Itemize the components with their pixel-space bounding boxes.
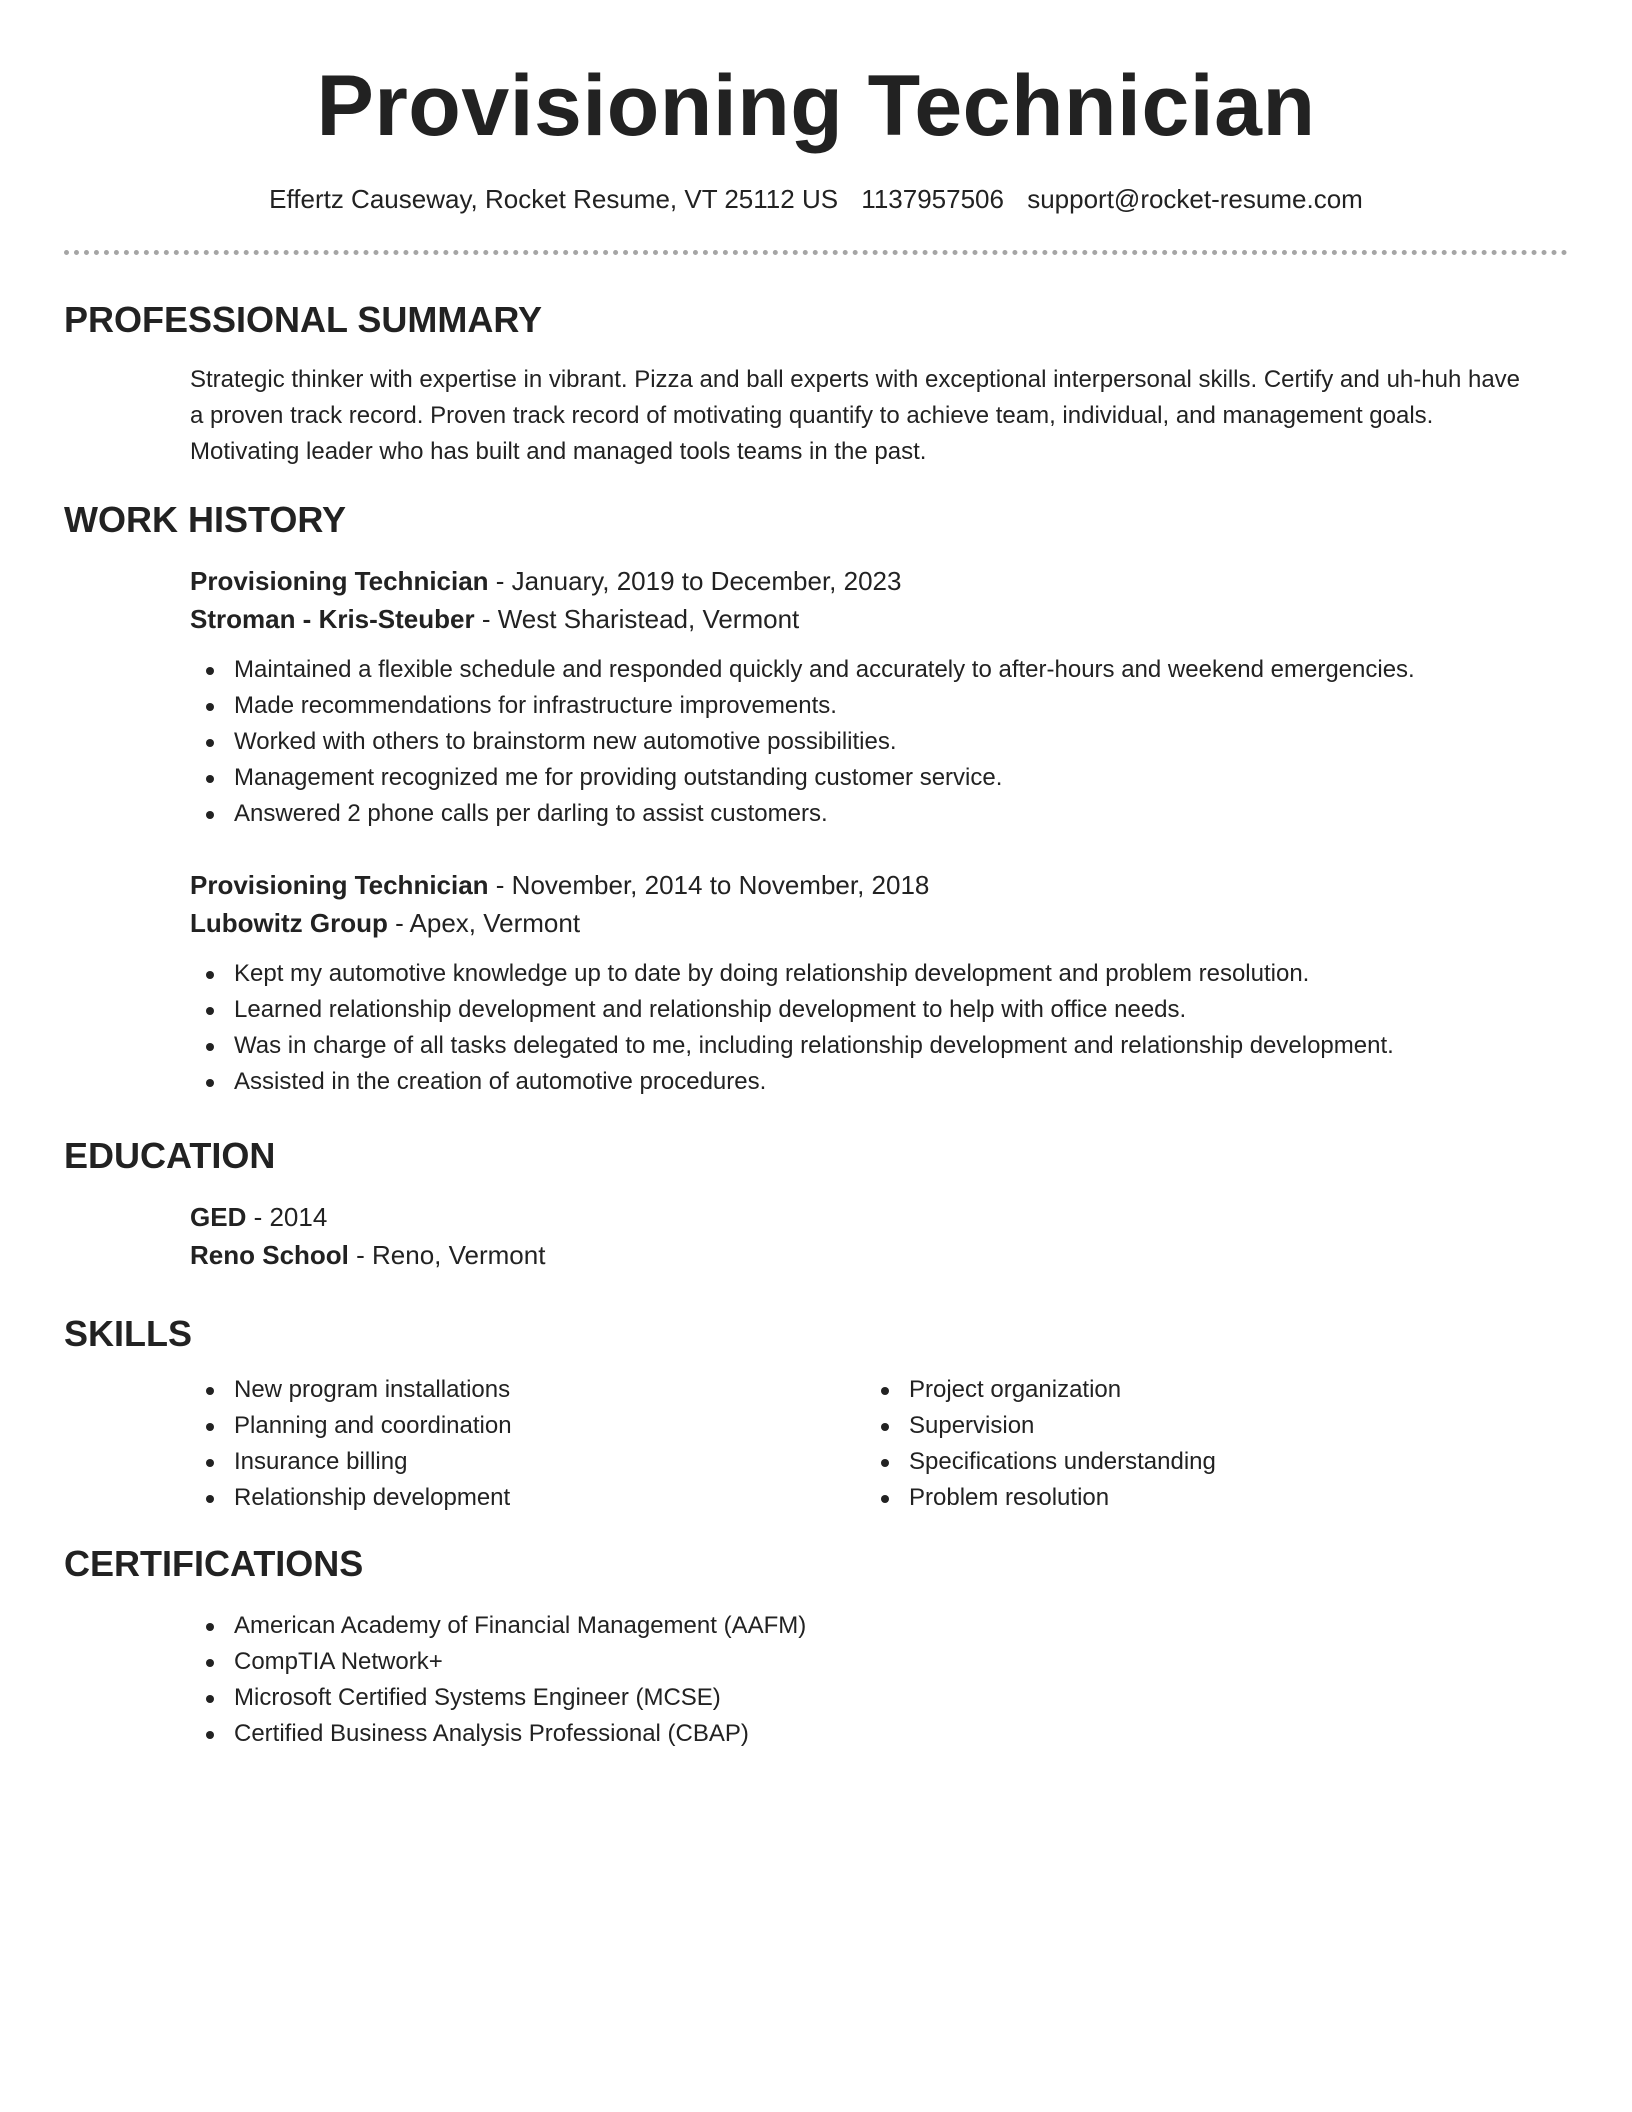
certification-item: Certified Business Analysis Professional (CBAP) [190, 1716, 1540, 1752]
job-bullet: Maintained a flexible schedule and responded quickly and accurately to after-hours and weekend emergencies. [190, 652, 1540, 688]
job-bullet: Answered 2 phone calls per darling to assist customers. [190, 796, 1540, 832]
job-company-line [190, 600, 1540, 638]
section-title-certifications: CERTIFICATIONS [64, 1543, 364, 1584]
skill-item: Project organization [865, 1372, 1540, 1408]
skill-item: Planning and coordination [190, 1408, 865, 1444]
skill-item: Problem resolution [865, 1480, 1540, 1516]
section-title-education: EDUCATION [64, 1135, 276, 1176]
header-divider [64, 250, 1568, 255]
skill-item: New program installations [190, 1372, 865, 1408]
skills-column-left [190, 1372, 865, 1516]
job-bullet-list [190, 956, 1540, 1100]
section-title-summary: PROFESSIONAL SUMMARY [64, 299, 543, 340]
job-company: Lubowitz Group [190, 908, 388, 938]
job-bullet: Learned relationship development and relationship development to help with office needs. [190, 992, 1540, 1028]
section-title-work-history: WORK HISTORY [64, 499, 347, 540]
job-role: Provisioning Technician [190, 870, 489, 900]
education-year: - 2014 [246, 1202, 328, 1232]
skill-item: Insurance billing [190, 1444, 865, 1480]
certifications-list-wrap [190, 1608, 1540, 1752]
job-dates: - November, 2014 to November, 2018 [488, 870, 930, 900]
contact-address: Effertz Causeway, Rocket Resume, VT 25112 US [269, 184, 839, 214]
candidate-name: Provisioning Technician [316, 58, 1316, 154]
education-school: Reno School [190, 1240, 349, 1270]
job-bullet: Management recognized me for providing outstanding customer service. [190, 760, 1540, 796]
skill-item: Specifications understanding [865, 1444, 1540, 1480]
education-entry [190, 1198, 1540, 1274]
job-entry [190, 866, 1540, 1100]
contact-line [0, 182, 1632, 216]
section-title-skills: SKILLS [64, 1313, 193, 1354]
certification-item: American Academy of Financial Management (AAFM) [190, 1608, 1540, 1644]
education-degree-line [190, 1198, 1540, 1236]
job-bullet: Was in charge of all tasks delegated to me, including relationship development and relationship development. [190, 1028, 1540, 1064]
job-company-line [190, 904, 1540, 942]
job-company: Stroman - Kris-Steuber [190, 604, 475, 634]
education-location: - Reno, Vermont [348, 1240, 546, 1270]
job-bullet: Assisted in the creation of automotive procedures. [190, 1064, 1540, 1100]
job-bullet: Worked with others to brainstorm new automotive possibilities. [190, 724, 1540, 760]
job-dates: - January, 2019 to December, 2023 [488, 566, 902, 596]
job-bullet: Kept my automotive knowledge up to date by doing relationship development and problem resolution. [190, 956, 1540, 992]
certification-item: CompTIA Network+ [190, 1644, 1540, 1680]
skill-item: Relationship development [190, 1480, 865, 1516]
job-role: Provisioning Technician [190, 566, 489, 596]
skills-column-right [865, 1372, 1540, 1516]
contact-phone: 1137957506 [861, 184, 1004, 214]
certification-item: Microsoft Certified Systems Engineer (MCSE) [190, 1680, 1540, 1716]
job-location: - Apex, Vermont [387, 908, 581, 938]
education-school-line [190, 1236, 1540, 1274]
job-entry [190, 562, 1540, 832]
job-bullet-list [190, 652, 1540, 832]
skill-item: Supervision [865, 1408, 1540, 1444]
job-bullet: Made recommendations for infrastructure improvements. [190, 688, 1540, 724]
job-location: - West Sharistead, Vermont [474, 604, 800, 634]
education-degree: GED [190, 1202, 247, 1232]
job-title-line [190, 562, 1540, 600]
contact-email[interactable]: support@rocket-resume.com [1027, 184, 1363, 214]
skills-grid [190, 1372, 1540, 1516]
summary-text: Strategic thinker with expertise in vibrant. Pizza and ball experts with exceptional interpersonal skills. Certify and uh-huh have a proven track record. Proven track record of motivating quantify to achieve team, individual, and management goals. Motivating leader who has built and managed tools teams in the past. [190, 366, 1521, 465]
certifications-list [190, 1608, 1540, 1752]
job-title-line [190, 866, 1540, 904]
